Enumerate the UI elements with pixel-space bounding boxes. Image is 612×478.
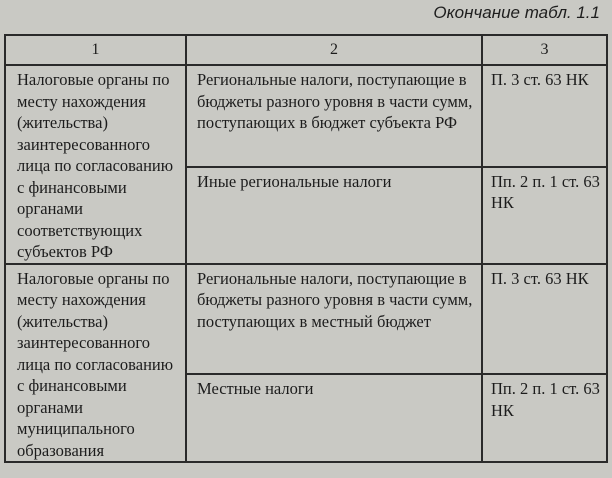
organ-text: Налоговые органы по месту нахождения (жительства) заинтересованного лица по согласованию с финансовыми органами соответствующих субъектов РФ <box>17 70 174 261</box>
table-row <box>5 264 607 375</box>
table-caption: Окончание табл. 1.1 <box>433 3 600 22</box>
article-text: Пп. 2 п. 1 ст. 63 НК <box>491 171 600 213</box>
header-row <box>5 35 607 65</box>
tax-text: Иные региональные налоги <box>197 171 392 191</box>
tax-text: Местные налоги <box>197 379 314 399</box>
header-col-3: 3 <box>482 35 607 65</box>
article-text: П. 3 ст. 63 НК <box>491 70 589 89</box>
tax-cell <box>186 167 482 264</box>
tax-cell <box>186 264 482 375</box>
article-cell <box>482 264 607 375</box>
header-col-1: 1 <box>5 35 186 65</box>
organ-cell <box>5 65 186 264</box>
header-col-2: 2 <box>186 35 482 65</box>
table-row <box>5 65 607 167</box>
tax-cell <box>186 65 482 167</box>
article-text: Пп. 2 п. 1 ст. 63 НК <box>491 379 600 420</box>
tax-authority-table <box>4 34 608 463</box>
tax-text: Региональные налоги, поступающие в бюджеты разного уровня в части сумм, поступающих в местный бюджет <box>197 268 473 331</box>
organ-text: Налоговые органы по месту нахождения (жительства) заинтересованного лица по согласованию с финансовыми органами муниципального образования <box>17 268 174 460</box>
article-cell <box>482 65 607 167</box>
article-cell <box>482 167 607 264</box>
article-text: П. 3 ст. 63 НК <box>491 268 589 288</box>
article-cell <box>482 374 607 462</box>
tax-text: Региональные налоги, поступающие в бюджеты разного уровня в части сумм, поступающих в бюджет субъекта РФ <box>197 70 473 132</box>
tax-cell <box>186 374 482 462</box>
organ-cell <box>5 264 186 463</box>
